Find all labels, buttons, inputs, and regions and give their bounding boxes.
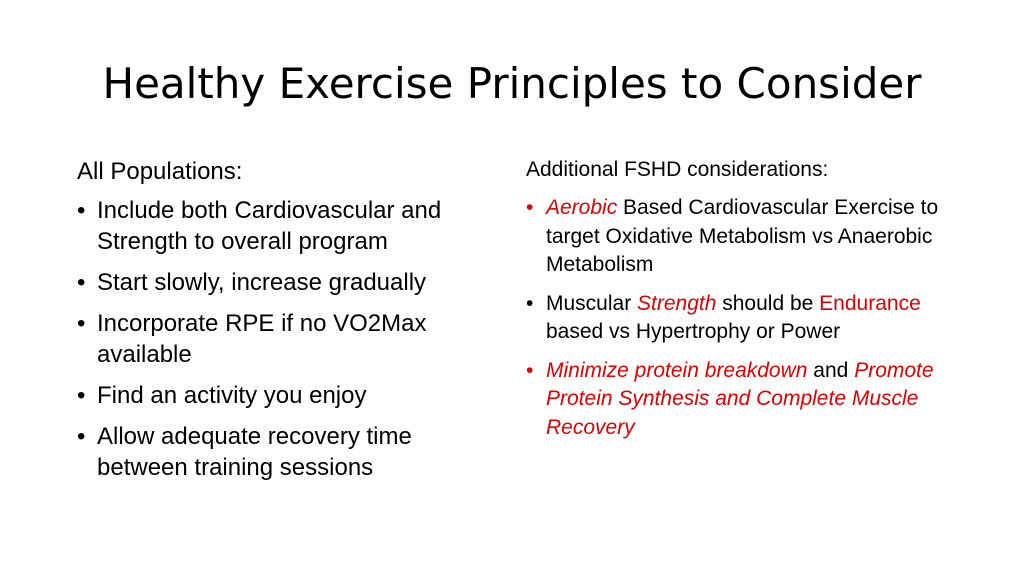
bullet-icon: • [526, 358, 534, 382]
bullet-icon: • [77, 269, 86, 296]
list-item-text: and [807, 358, 855, 382]
list-item [77, 308, 507, 370]
list-item [77, 195, 507, 257]
bullet-icon: • [77, 423, 86, 450]
list-item-text: Allow adequate recovery time between training sessions [97, 423, 412, 481]
list-item [526, 194, 966, 280]
bullet-icon: • [77, 197, 86, 224]
slide-title: Healthy Exercise Principles to Consider [102, 59, 922, 108]
list-item-text: based vs Hypertrophy or Power [546, 320, 841, 343]
right-column [526, 156, 966, 452]
highlight-text: Endurance [819, 291, 921, 315]
highlight-text: Strength [637, 291, 717, 315]
list-item [77, 421, 507, 483]
list-item-text: Start slowly, increase gradually [97, 269, 427, 296]
bullet-icon: • [77, 382, 86, 409]
right-heading: Additional FSHD considerations: [526, 158, 829, 181]
list-item-text: Muscular [546, 291, 638, 315]
list-item-text: Incorporate RPE if no VO2Max available [97, 310, 427, 368]
list-item [526, 357, 966, 443]
left-bullet-list [77, 195, 507, 483]
list-item-text: Based Cardiovascular Exercise to target Oxidative Metabolism vs Anaerobic Metabolism [546, 196, 939, 276]
bullet-icon: • [77, 310, 86, 337]
list-item-text: Include both Cardiovascular and Strength to overall program [97, 197, 442, 255]
list-item-text: should be [716, 291, 820, 315]
list-item-text: Find an activity you enjoy [97, 382, 367, 409]
right-bullet-list [526, 194, 966, 442]
bullet-icon: • [526, 291, 534, 315]
highlight-text: Promote Protein Synthesis and Complete Muscle Recovery [546, 358, 934, 439]
highlight-text: Aerobic [546, 196, 618, 219]
list-item [77, 380, 507, 411]
bullet-icon: • [526, 196, 534, 219]
list-item [526, 290, 966, 347]
highlight-text: Minimize protein breakdown [546, 358, 808, 382]
list-item [77, 267, 507, 298]
left-column [77, 156, 507, 493]
left-heading: All Populations: [77, 158, 243, 185]
